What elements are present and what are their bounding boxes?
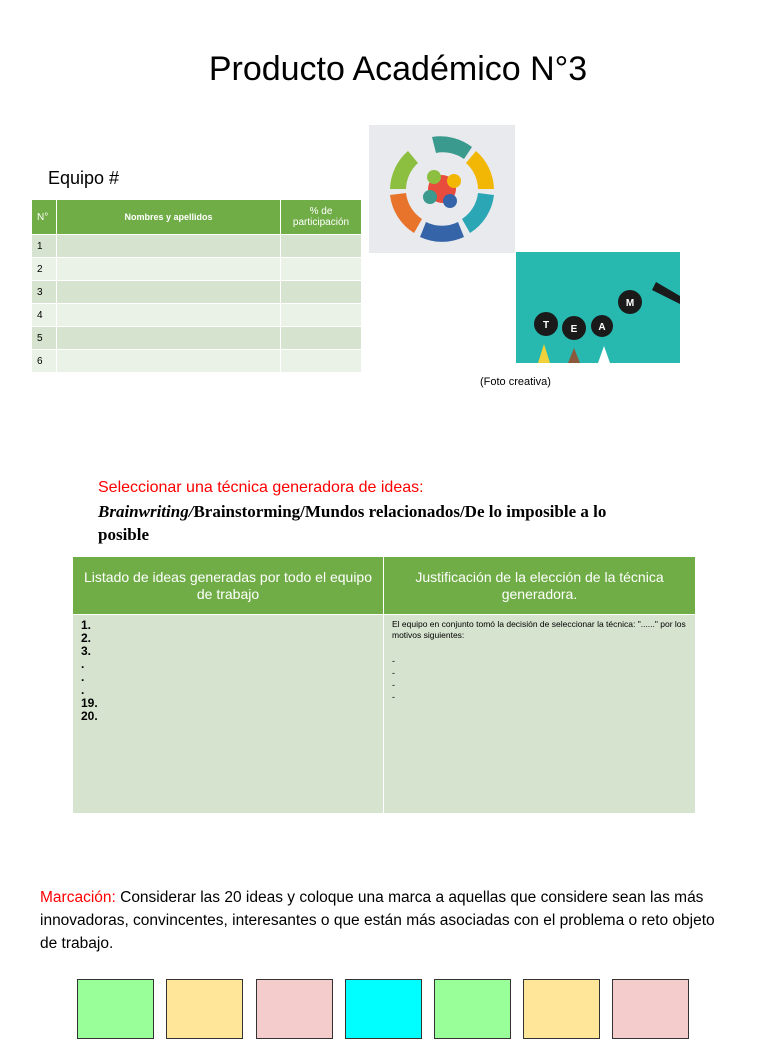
color-box[interactable] — [77, 979, 154, 1039]
idea-line: 19. — [81, 696, 98, 710]
justification-header: Justificación de la elección de la técnica generadora. — [384, 557, 696, 615]
name-cell[interactable] — [57, 304, 281, 327]
instruction-heading: Seleccionar una técnica generadora de ideas: — [98, 479, 424, 496]
pct-cell[interactable] — [281, 304, 362, 327]
color-box[interactable] — [523, 979, 600, 1039]
row-num: 6 — [32, 350, 57, 373]
name-cell[interactable] — [57, 235, 281, 258]
gears-hands-icon — [369, 125, 515, 253]
table-row — [32, 327, 362, 350]
dash-item: - — [392, 692, 395, 702]
row-num: 2 — [32, 258, 57, 281]
row-num: 3 — [32, 281, 57, 304]
dash-item: - — [392, 668, 395, 678]
table-row — [32, 304, 362, 327]
team-gears-icon — [516, 252, 680, 363]
ideas-cell[interactable] — [73, 615, 384, 814]
svg-text:T: T — [542, 320, 550, 331]
table-row — [32, 258, 362, 281]
technique-italic: Brainwriting/ — [98, 502, 194, 521]
pct-cell[interactable] — [281, 281, 362, 304]
technique-instruction — [98, 479, 658, 546]
color-box[interactable] — [256, 979, 333, 1039]
row-num: 4 — [32, 304, 57, 327]
justification-cell[interactable] — [384, 615, 696, 814]
row-num: 5 — [32, 327, 57, 350]
page-title: Producto Académico N°3 — [208, 50, 588, 88]
idea-line: 3. — [81, 644, 92, 658]
idea-line: 1. — [81, 618, 92, 632]
pct-cell[interactable] — [281, 327, 362, 350]
idea-line: . — [81, 683, 85, 697]
color-box[interactable] — [166, 979, 243, 1039]
svg-text:E: E — [570, 324, 578, 335]
color-box[interactable] — [612, 979, 689, 1039]
svg-text:M: M — [625, 298, 635, 309]
name-cell[interactable] — [57, 327, 281, 350]
idea-line: . — [81, 670, 85, 684]
ideas-table — [72, 556, 696, 814]
name-cell[interactable] — [57, 258, 281, 281]
photo-caption: (Foto creativa) — [480, 376, 551, 388]
idea-line: 20. — [81, 709, 98, 723]
dash-item: - — [392, 680, 395, 690]
technique-options — [98, 500, 658, 546]
idea-line: . — [81, 657, 85, 671]
header-pct: % de participación — [281, 200, 362, 235]
svg-text:A: A — [598, 322, 606, 333]
marking-instruction — [40, 886, 730, 955]
table-row — [32, 235, 362, 258]
pct-cell[interactable] — [281, 258, 362, 281]
row-num: 1 — [32, 235, 57, 258]
team-table — [31, 199, 362, 373]
team-label: Equipo # — [48, 168, 120, 188]
marking-label: Marcación: — [40, 889, 116, 906]
name-cell[interactable] — [57, 281, 281, 304]
idea-line: 2. — [81, 631, 92, 645]
pct-cell[interactable] — [281, 235, 362, 258]
dash-item: - — [392, 656, 395, 666]
color-box[interactable] — [434, 979, 511, 1039]
header-names: Nombres y apellidos — [57, 200, 281, 235]
table-row — [32, 281, 362, 304]
justification-text: El equipo en conjunto tomó la decisión de seleccionar la técnica: "......" por los motivos siguientes: — [392, 619, 686, 640]
color-box[interactable] — [345, 979, 422, 1039]
ideas-header: Listado de ideas generadas por todo el equipo de trabajo — [73, 557, 384, 615]
technique-bold: Brainstorming/Mundos relacionados/De lo imposible a lo posible — [98, 502, 607, 544]
pct-cell[interactable] — [281, 350, 362, 373]
marking-text: Considerar las 20 ideas y coloque una marca a aquellas que considere sean las más innovadoras, convincentes, interesantes o que están más asociadas con el problema o reto objeto de trabajo. — [40, 889, 715, 952]
table-row — [32, 350, 362, 373]
name-cell[interactable] — [57, 350, 281, 373]
header-num: N° — [32, 200, 57, 235]
